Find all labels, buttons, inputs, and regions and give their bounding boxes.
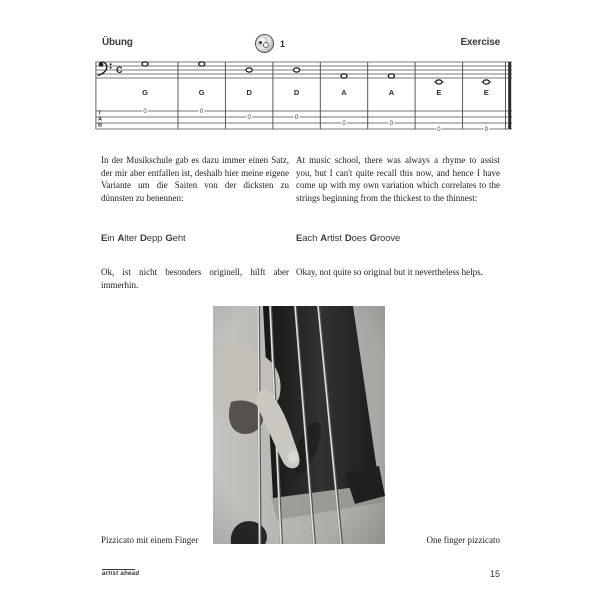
tab-fret: 0 [437,127,441,134]
paragraph-german-comment: Ok, ist nicht besonders originell, hilft aber immerhin. [101,267,289,290]
heading-rest: epp [146,233,163,244]
tab-fret: 0 [389,121,394,128]
tab-fret: 0 [143,109,147,116]
mnemonic-heading-english [296,233,403,244]
tab-fret: 0 [200,109,204,116]
heading-initial: G [369,233,377,244]
final-barline [506,62,512,129]
photo-scene [213,306,385,544]
pizzicato-photo [213,306,385,544]
paragraph-english-comment: Okay, not quite so original but it nevertheless helps. [296,267,483,277]
note-letter: A [341,88,347,97]
uebung-label: Übung [102,37,133,48]
exercise-label: Exercise [460,37,500,48]
tab-fret: 0 [294,115,299,122]
heading-rest: in [107,233,115,244]
heading-rest: ach [302,233,318,244]
cd-icon [255,34,274,53]
page-number: 15 [489,569,500,579]
heading-initial: D [344,233,352,244]
logo-rule [102,569,135,570]
mnemonic-heading-german [101,233,189,244]
tab-letter-b: B [98,122,103,129]
whole-notes [142,62,490,84]
tab-fret: 0 [247,115,251,122]
music-system [95,58,515,136]
heading-rest: lter [124,233,138,244]
note-letter: G [198,88,205,97]
cd-track-indicator [255,34,285,53]
caption-german: Pizzicato mit einem Finger [101,535,199,545]
paragraph-english-intro: At music school, there was always a rhyme to assist you, but I can't quite recall this now, and hence I have come up with my own variation which correlates to the strings beginning from the thickest to the thinnest: [296,155,500,203]
caption-english: One finger pizzicato [426,535,500,545]
heading-initial: E [101,233,108,244]
heading-rest: oes [351,233,367,244]
tab-fret: 0 [342,121,346,128]
time-signature: C [116,65,123,76]
note-letter: G [142,88,148,97]
paragraph-german-intro: In der Musikschule gab es dazu immer einen Satz, der mir aber entfallen ist, deshalb hier meine eigene Variante um die Saiten von der dicksten zu dünnsten zu benennen: [101,155,289,203]
logo-text: artist ahead [102,571,140,577]
heading-initial: E [296,233,303,244]
note-letter: E [483,88,489,97]
tab-staff [96,111,513,129]
tab-letter-t: T [98,110,102,117]
note-letter: E [436,88,442,97]
note-letter: D [246,88,252,97]
note-letters [142,88,489,97]
cd-track-number: 1 [280,38,286,49]
note-letter: D [293,88,300,97]
note-letter: A [388,88,395,97]
heading-rest: eht [172,233,186,244]
heading-initial: G [165,233,173,244]
tab-letter-a: A [98,116,103,123]
notation-staff [96,62,513,78]
heading-rest: rtist [327,233,342,244]
tab-label [98,111,102,129]
tab-fret: 0 [484,127,488,134]
publisher-logo [102,569,139,577]
photo-vignette [213,306,385,544]
bass-clef-icon [98,62,111,75]
barlines [96,62,463,129]
heading-initial: A [117,233,125,244]
tab-frets [142,108,489,133]
heading-initial: A [320,233,328,244]
heading-initial: D [140,233,147,244]
heading-rest: roove [376,233,401,244]
